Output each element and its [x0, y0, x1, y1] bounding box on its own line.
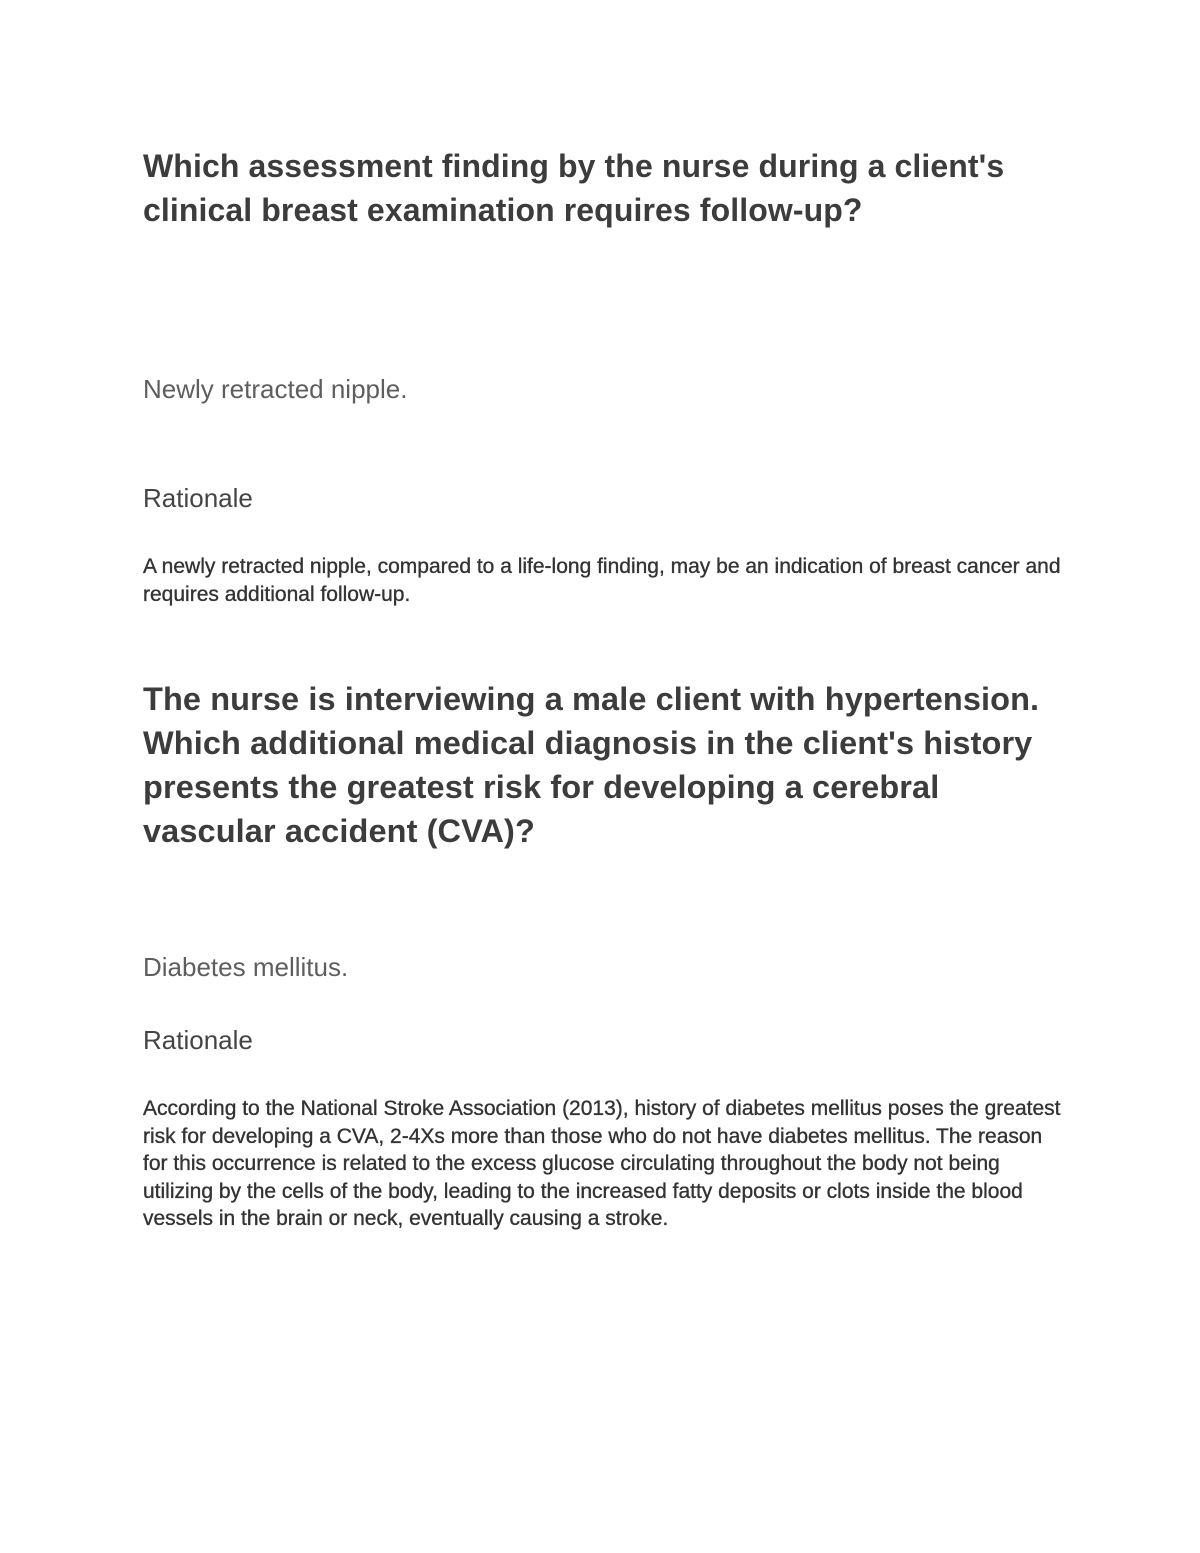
rationale-paragraph-1: A newly retracted nipple, compared to a life-long finding, may be an indication of breast cancer and requires additional follow-up.	[143, 555, 1061, 606]
rationale-heading-1: Rationale	[143, 483, 253, 513]
rationale-heading-2: Rationale	[143, 1025, 253, 1055]
question-heading-1: Which assessment finding by the nurse during a client's clinical breast examination requires follow-up?	[143, 148, 1005, 228]
question-heading-2: The nurse is interviewing a male client with hypertension. Which additional medical diagnosis in the client's history presents the greatest risk for developing a cerebral vascular accident (CVA)?	[143, 681, 1040, 849]
answer-text-2: Diabetes mellitus.	[143, 952, 349, 982]
answer-text-1: Newly retracted nipple.	[143, 374, 408, 404]
rationale-paragraph-2: According to the National Stroke Association (2013), history of diabetes mellitus poses the greatest risk for developing a CVA, 2-4Xs more than those who do not have diabetes mellitus. The reason for this occurrence is related to the excess glucose circulating throughout the body not being utilizing by the cells of the body, leading to the increased fatty deposits or clots inside the blood vessels in the brain or neck, eventually causing a stroke.	[143, 1097, 1061, 1230]
